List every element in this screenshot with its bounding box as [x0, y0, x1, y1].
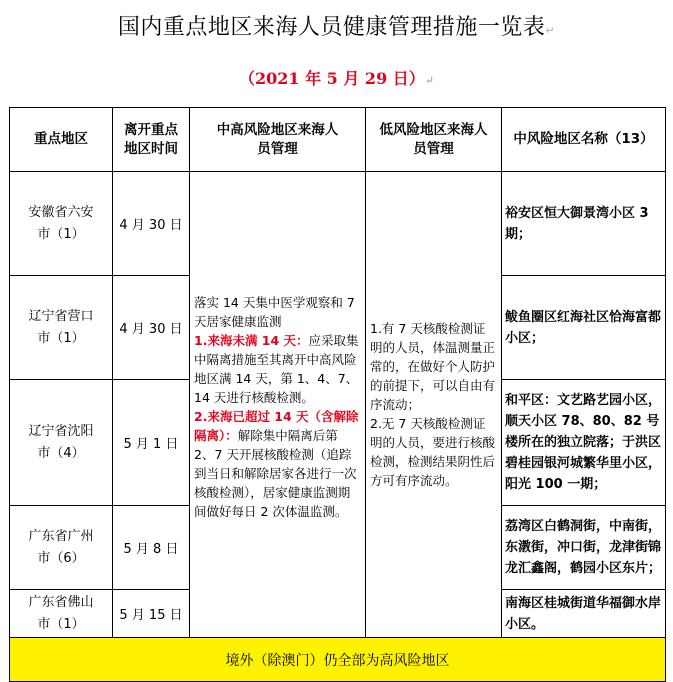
paragraph-mark-icon: ↵ — [424, 74, 434, 87]
header-mid-high: 中高风险地区来海人员管理 — [190, 108, 366, 172]
table-row — [10, 172, 666, 276]
mid-risk-area-cell: 和平区：文艺路艺园小区，顺天小区 78、80、82 号楼所在的独立院落；于洪区碧桂园银河城繁华里小区，阳光 100 一期； — [502, 380, 666, 506]
region-cell: 安徽省六安市（1） — [10, 172, 113, 276]
mid-risk-area-cell: 南海区桂城街道华福御水岸小区。 — [502, 590, 666, 638]
overseas-note: 境外（除澳门）仍全部为高风险地区 — [10, 638, 666, 682]
low-risk-policy-cell — [366, 172, 502, 638]
mid-risk-area-cell: 鲅鱼圈区红海社区恰海富都小区； — [502, 276, 666, 380]
page-title — [0, 10, 673, 41]
region-cell: 广东省广州市（6） — [10, 506, 113, 590]
region-cell: 辽宁省营口市（1） — [10, 276, 113, 380]
mid-high-policy-cell — [190, 172, 366, 638]
header-region: 重点地区 — [10, 108, 113, 172]
date-cell: 4 月 30 日 — [113, 276, 190, 380]
mid-risk-area-cell: 裕安区恒大御景湾小区 3 期； — [502, 172, 666, 276]
policy-item-1: 1.来海未满 14 天：应采取集中隔离措施至其离开中高风险地区满 14 天，第 1、4、7、14 天进行核酸检测。 — [194, 332, 359, 405]
header-mid-list: 中风险地区名称（13） — [502, 108, 666, 172]
mid-risk-area-cell: 荔湾区白鹤洞街，中南街，东漖街，冲口街，龙津街锦龙汇鑫阁，鹤园小区东片； — [502, 506, 666, 590]
low-policy-item-2: 2.无 7 天核酸检测证明的人员，要进行核酸检测，检测结果阴性后方可有序流动。 — [370, 416, 496, 488]
header-leave-time: 离开重点地区时间 — [113, 108, 190, 172]
date-cell: 5 月 15 日 — [113, 590, 190, 638]
policy-item-2: 2.来海已超过 14 天（含解除隔离）：解除集中隔离后第 2、7 天开展核酸检测（追踪到当日和解除居家各进行一次核酸检测），居家健康监测期间做好每日 2 次体温监测。 — [194, 408, 359, 519]
date-cell: 5 月 8 日 — [113, 506, 190, 590]
date-cell: 5 月 1 日 — [113, 380, 190, 506]
footer-row — [10, 638, 666, 682]
region-cell: 广东省佛山市（1） — [10, 590, 113, 638]
header-low: 低风险地区来海人员管理 — [366, 108, 502, 172]
date-cell: 4 月 30 日 — [113, 172, 190, 276]
header-row — [10, 108, 666, 172]
date-line — [0, 66, 673, 89]
title-text: 国内重点地区来海人员健康管理措施一览表 — [117, 15, 546, 40]
paragraph-mark-icon: ↵ — [545, 24, 556, 37]
low-policy-item-1: 1.有 7 天核酸检测证明的人员，体温测量正常的，在做好个人防护的前提下，可以自由有序流动； — [370, 321, 496, 412]
date-text: （2021 年 5 月 29 日） — [238, 69, 425, 88]
region-cell: 辽宁省沈阳市（4） — [10, 380, 113, 506]
measures-table — [9, 107, 666, 682]
policy-intro: 落实 14 天集中医学观察和 7 天居家健康监测 — [194, 294, 355, 329]
